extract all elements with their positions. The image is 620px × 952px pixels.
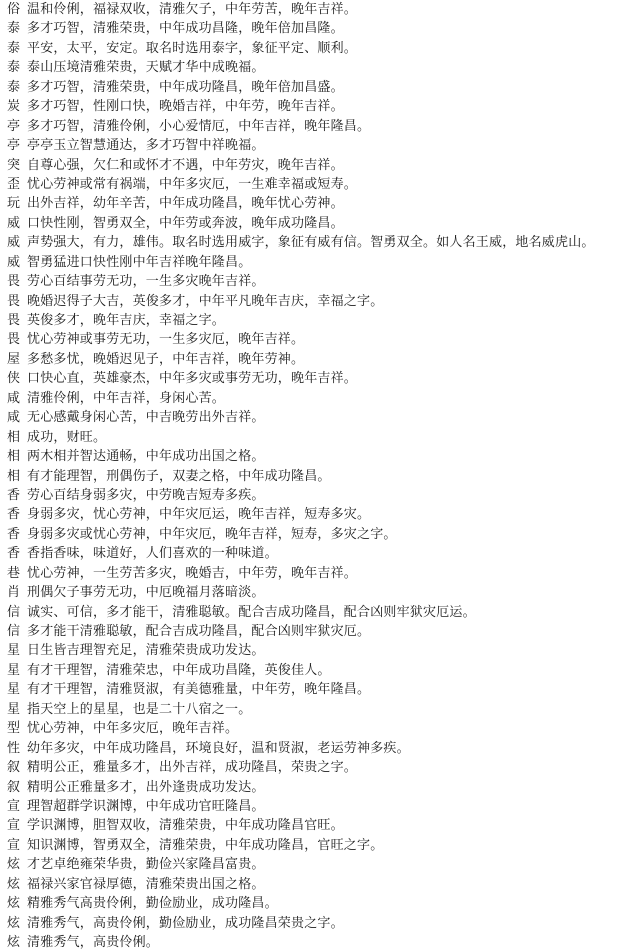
entry-character: 畏 [7, 274, 21, 290]
entry-character: 叙 [7, 779, 21, 795]
entry-character: 肖 [7, 585, 21, 601]
entry-description: 幼年多灾，中年成功隆昌，环境良好，温和贤淑，老运劳神多疾。 [27, 740, 410, 756]
entry-description: 智勇猛进口快性刚中年吉祥晚年隆昌。 [27, 254, 252, 270]
entry-description: 香指香味，味道好，人们喜欢的一种味道。 [27, 546, 278, 562]
entry-row [7, 719, 620, 738]
entry-row [7, 933, 620, 952]
entry-row [7, 369, 620, 388]
entry-description: 精明公正，雅量多才，出外吉祥，成功隆昌，荣贵之字。 [27, 760, 358, 776]
entry-character: 叙 [7, 760, 21, 776]
entry-description: 多愁多忧，晚婚迟见子，中年吉祥，晚年劳神。 [27, 351, 305, 367]
entry-description: 口快心直，英雄豪杰，中年多灾或事劳无功，晚年吉祥。 [27, 371, 358, 387]
entry-row [7, 292, 620, 311]
entry-description: 有才干理智，清雅荣忠，中年成功昌隆，英俊佳人。 [27, 662, 331, 678]
entry-character: 炫 [7, 915, 21, 931]
entry-character: 炫 [7, 935, 21, 950]
entry-description: 理智超群学识渊博，中年成功官旺隆昌。 [27, 798, 265, 814]
entry-description: 泰山压境清雅荣贵，天赋才华中成晚福。 [27, 60, 265, 76]
entry-character: 泰 [7, 40, 21, 56]
entry-description: 忧心劳神，一生劳苦多灾，晚婚吉，中年劳，晚年吉祥。 [27, 565, 358, 581]
entry-row [7, 758, 620, 777]
entry-description: 出外吉祥，幼年辛苦，中年成功隆昌，晚年忧心劳神。 [27, 196, 344, 212]
entry-description: 知识渊博，智勇双全，清雅荣贵，中年成功隆昌，官旺之字。 [27, 837, 384, 853]
entry-row [7, 78, 620, 97]
entry-character: 宣 [7, 818, 21, 834]
entry-description: 温和伶俐，福禄双收，清雅欠子，中年劳苦，晚年吉祥。 [27, 2, 358, 17]
entry-row [7, 408, 620, 427]
entry-row [7, 0, 620, 19]
entry-character: 炫 [7, 876, 21, 892]
entry-row [7, 428, 620, 447]
entry-description: 多才能干清雅聪敏，配合吉成功隆昌，配合凶则牢狱灾厄。 [27, 624, 371, 639]
entry-character: 泰 [7, 21, 21, 37]
entry-character: 炭 [7, 99, 21, 115]
entry-row [7, 467, 620, 486]
entry-row [7, 855, 620, 874]
entry-description: 劳心百结身弱多灾，中劳晚吉短寿多疾。 [27, 487, 265, 503]
entry-description: 精明公正雅量多才，出外逢贵成功发达。 [27, 779, 265, 795]
entry-character: 炫 [7, 857, 21, 873]
entry-description: 福禄兴家官禄厚德，清雅荣贵出国之格。 [27, 876, 265, 892]
entry-row [7, 583, 620, 602]
entry-description: 有才能理智，刑偶伤子，双妻之格，中年成功隆昌。 [27, 468, 331, 484]
entry-row [7, 797, 620, 816]
entry-row [7, 544, 620, 563]
entry-description: 亭亭玉立智慧通达，多才巧智中祥晚福。 [27, 138, 265, 154]
entry-row [7, 603, 620, 622]
entry-character: 星 [7, 701, 21, 717]
entry-description: 声势强大，有力，雄伟。取名时选用威字，象征有威有信。智勇双全。如人名王威，地名威虎山。 [27, 235, 595, 251]
entry-description: 成功，财旺。 [27, 429, 107, 445]
entry-row [7, 117, 620, 136]
entry-row [7, 136, 620, 155]
entry-description: 自尊心强，欠仁和或怀才不遇，中年劳灾，晚年吉祥。 [27, 157, 344, 173]
entry-row [7, 505, 620, 524]
entry-row [7, 894, 620, 913]
entry-row [7, 914, 620, 933]
entry-description: 忧心劳神或常有祸端，中年多灾厄，一生难幸福或短寿。 [27, 176, 358, 192]
entry-description: 多才巧智，清雅荣贵，中年成功昌隆，晚年倍加昌隆。 [27, 21, 344, 37]
entry-character: 亭 [7, 118, 21, 134]
entry-description: 有才干理智，清雅贤淑，有美德雅量，中年劳，晚年隆昌。 [27, 682, 371, 698]
entry-row [7, 622, 620, 641]
entry-row [7, 39, 620, 58]
entry-description: 身弱多灾，忧心劳神，中年灾厄运，晚年吉祥，短寿多灾。 [27, 507, 371, 523]
entry-description: 刑偶欠子事劳无功，中厄晚福月落暗淡。 [27, 585, 265, 601]
entry-row [7, 214, 620, 233]
entry-row [7, 97, 620, 116]
entry-description: 多才巧智，性刚口快，晚婚吉祥，中年劳，晚年吉祥。 [27, 99, 344, 115]
entry-row [7, 272, 620, 291]
entry-character: 星 [7, 662, 21, 678]
entry-row [7, 739, 620, 758]
entry-row [7, 194, 620, 213]
entry-row [7, 389, 620, 408]
entry-character: 咸 [7, 410, 21, 426]
entry-character: 畏 [7, 313, 21, 328]
entry-description: 忧心劳神，中年多灾厄，晚年吉祥。 [27, 721, 239, 737]
entry-row [7, 233, 620, 252]
entry-row [7, 875, 620, 894]
entry-character: 香 [7, 507, 21, 523]
entry-character: 香 [7, 546, 21, 562]
entry-row [7, 175, 620, 194]
entry-description: 身弱多灾或忧心劳神，中年灾厄，晚年吉祥，短寿，多灾之字。 [27, 526, 397, 542]
entry-character: 侠 [7, 371, 21, 387]
entry-character: 炫 [7, 896, 21, 912]
entry-row [7, 836, 620, 855]
entry-character: 相 [7, 429, 21, 445]
entry-description: 口快性刚，智勇双全，中年劳或奔波，晚年成功隆昌。 [27, 215, 344, 231]
entry-character: 信 [7, 604, 21, 620]
entry-description: 劳心百结事劳无功，一生多灾晚年吉祥。 [27, 274, 265, 290]
entry-character: 俗 [7, 2, 21, 17]
entry-character: 玩 [7, 196, 21, 212]
entry-row [7, 447, 620, 466]
entry-description: 日生皆吉理智充足，清雅荣贵成功发达。 [27, 643, 265, 659]
entry-description: 英俊多才，晚年吉庆，幸福之字。 [27, 313, 226, 328]
entry-character: 畏 [7, 332, 21, 348]
entry-row [7, 486, 620, 505]
entry-description: 多才巧智，清雅伶俐，小心爱情厄，中年吉祥，晚年隆昌。 [27, 118, 371, 134]
entry-description: 清雅伶俐，中年吉祥，身闲心苦。 [27, 390, 226, 406]
entry-row [7, 330, 620, 349]
entry-row [7, 564, 620, 583]
entry-description: 多才巧智，清雅荣贵，中年成功隆昌，晚年倍加昌盛。 [27, 79, 344, 95]
entry-description: 才艺卓绝雍荣华贵，勤俭兴家隆昌富贵。 [27, 857, 265, 873]
entry-character: 巷 [7, 565, 21, 581]
entry-character: 型 [7, 721, 21, 737]
entry-description: 无心感戴身闲心苦，中吉晚劳出外吉祥。 [27, 410, 265, 426]
entry-character: 香 [7, 526, 21, 542]
entry-description: 精雅秀气高贵伶俐，勤俭励业，成功隆昌。 [27, 896, 278, 912]
entry-row [7, 311, 620, 330]
entry-character: 亭 [7, 138, 21, 154]
entry-row [7, 700, 620, 719]
entry-row [7, 525, 620, 544]
entry-character: 屋 [7, 351, 21, 367]
entry-description: 学识渊博，胆智双收，清雅荣贵，中年成功隆昌官旺。 [27, 818, 344, 834]
entry-character: 性 [7, 740, 21, 756]
entry-row [7, 19, 620, 38]
entry-row [7, 778, 620, 797]
entry-character: 歪 [7, 176, 21, 192]
entry-character: 相 [7, 468, 21, 484]
entry-row [7, 253, 620, 272]
entry-description: 两木相并智达通畅，中年成功出国之格。 [27, 449, 265, 465]
entry-row [7, 816, 620, 835]
entry-character: 泰 [7, 60, 21, 76]
entry-description: 诚实、可信，多才能干，清雅聪敏。配合吉成功隆昌，配合凶则牢狱灾厄运。 [27, 604, 476, 620]
entry-row [7, 641, 620, 660]
entry-row [7, 661, 620, 680]
entry-character: 星 [7, 643, 21, 659]
entry-character: 宣 [7, 837, 21, 853]
entry-description: 清雅秀气，高贵伶俐。 [27, 935, 160, 950]
entry-character: 香 [7, 487, 21, 503]
entry-character: 突 [7, 157, 21, 173]
entry-row [7, 156, 620, 175]
entry-description: 晚婚迟得子大吉，英俊多才，中年平凡晚年吉庆，幸福之字。 [27, 293, 384, 309]
entry-description: 忧心劳神或事劳无功，一生多灾厄，晚年吉祥。 [27, 332, 305, 348]
entry-character: 畏 [7, 293, 21, 309]
entry-character: 宣 [7, 798, 21, 814]
entry-row [7, 58, 620, 77]
entry-character: 威 [7, 254, 21, 270]
entry-description: 平安，太平，安定。取名时选用泰字，象征平定、顺利。 [27, 40, 358, 56]
entry-character: 泰 [7, 79, 21, 95]
entry-character: 信 [7, 624, 21, 639]
entry-character: 相 [7, 449, 21, 465]
entry-description: 清雅秀气，高贵伶俐，勤俭励业，成功隆昌荣贵之字。 [27, 915, 344, 931]
entry-character: 威 [7, 235, 21, 251]
entry-character: 星 [7, 682, 21, 698]
entry-character: 威 [7, 215, 21, 231]
entry-character: 咸 [7, 390, 21, 406]
entry-description: 指天空上的星星，也是二十八宿之一。 [27, 701, 252, 717]
entry-row [7, 680, 620, 699]
entry-row [7, 350, 620, 369]
